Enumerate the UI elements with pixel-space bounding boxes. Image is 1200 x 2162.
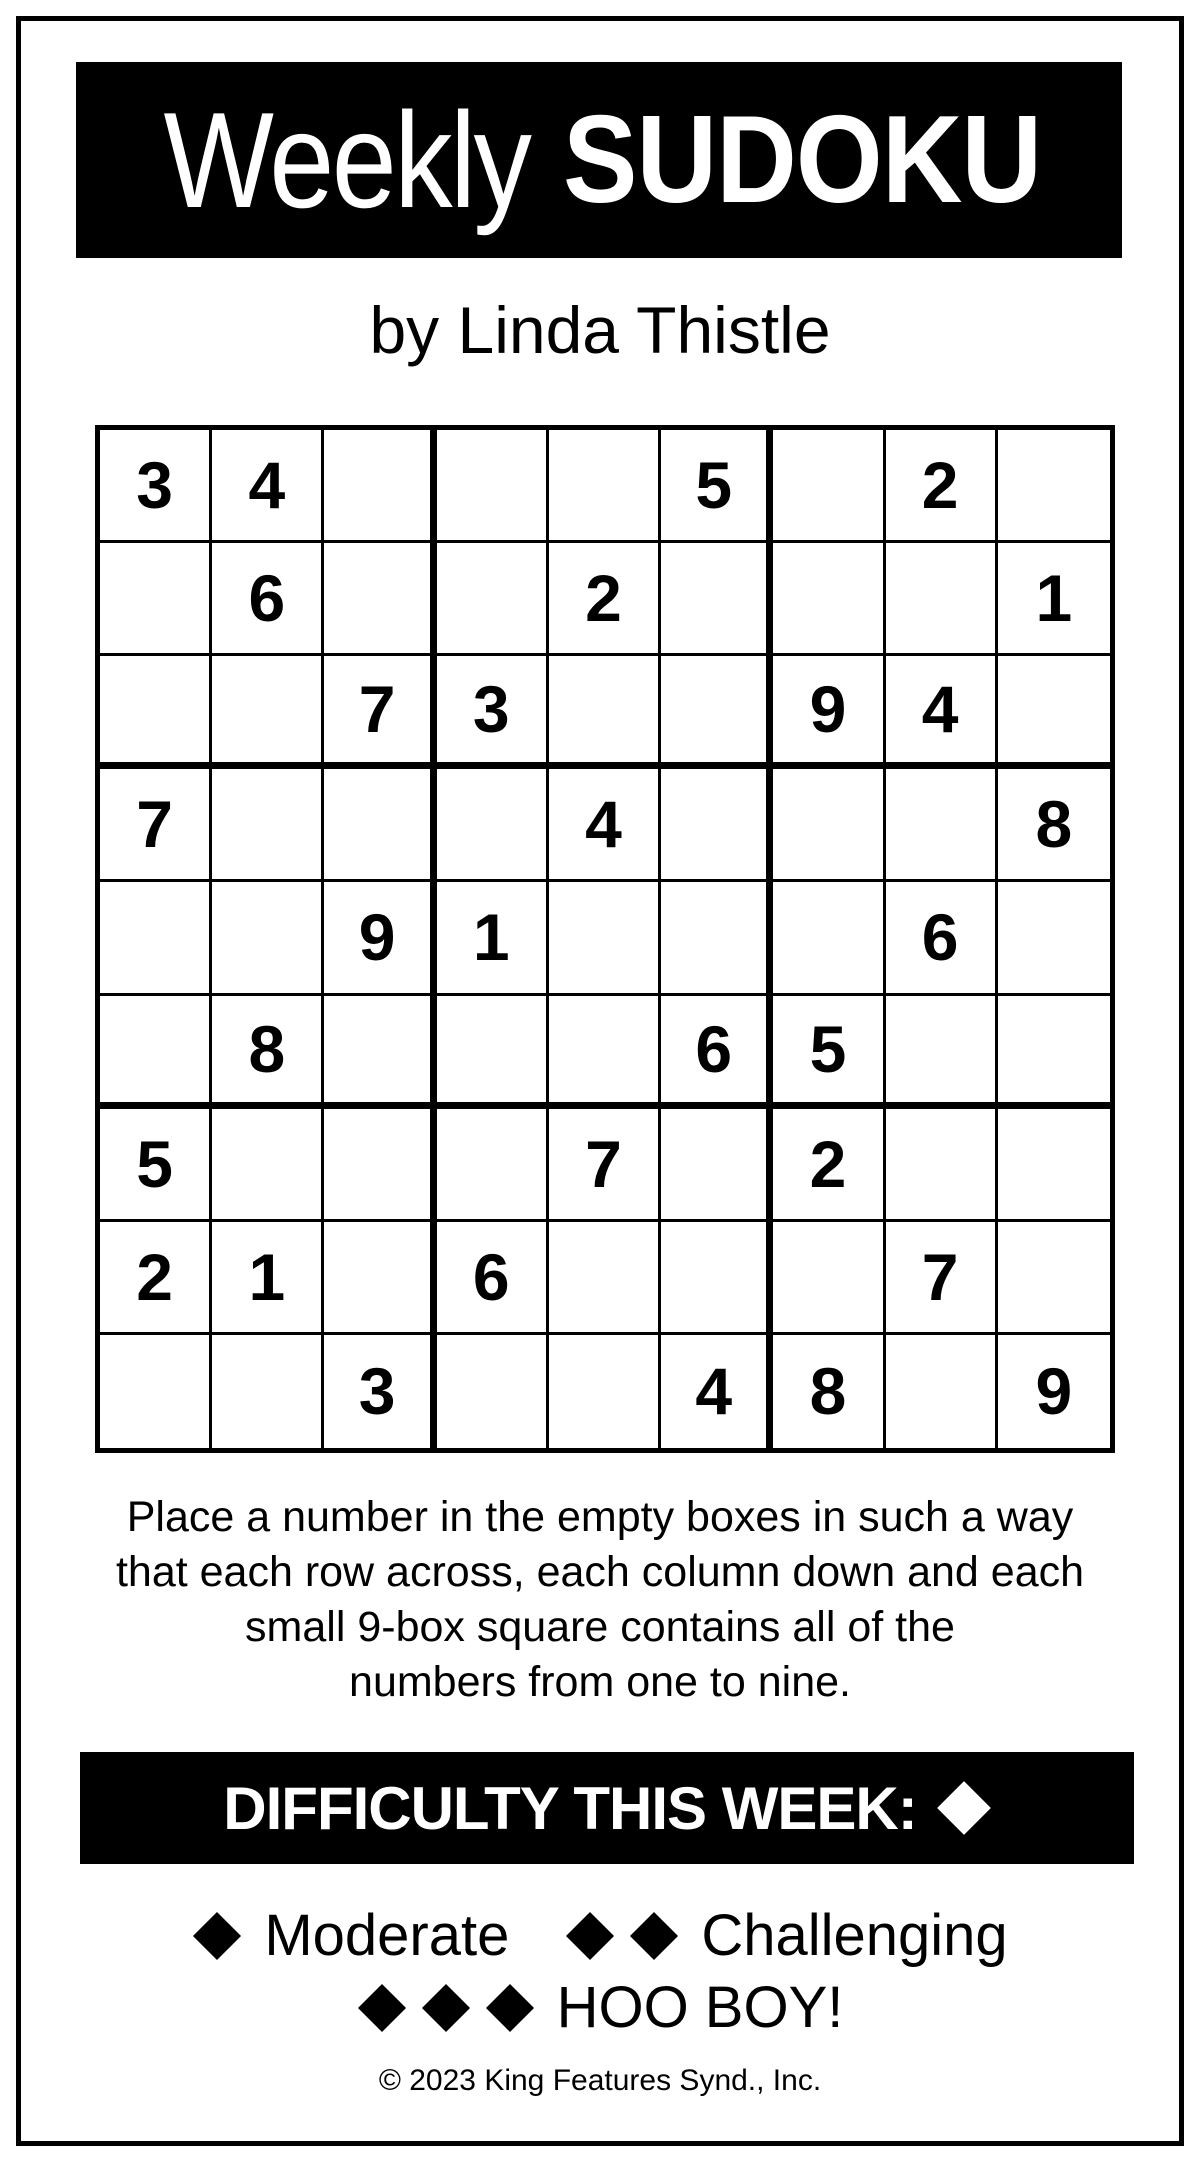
diamond-icon <box>486 1984 534 2032</box>
sudoku-cell: 7 <box>886 1222 998 1335</box>
sudoku-cell[interactable] <box>661 656 773 769</box>
sudoku-cell[interactable] <box>437 1109 549 1222</box>
sudoku-cell[interactable] <box>437 769 549 882</box>
sudoku-cell[interactable] <box>661 1222 773 1335</box>
sudoku-cell[interactable] <box>100 882 212 995</box>
title-sudoku: SUDOKU <box>563 91 1042 229</box>
sudoku-cell[interactable] <box>886 996 998 1109</box>
sudoku-cell: 5 <box>661 430 773 543</box>
instructions-line: small 9-box square contains all of the <box>245 1603 955 1651</box>
diamond-icon <box>193 1912 241 1960</box>
sudoku-cell: 4 <box>549 769 661 882</box>
sudoku-cell[interactable] <box>886 769 998 882</box>
sudoku-cell[interactable] <box>886 1109 998 1222</box>
sudoku-cell[interactable] <box>100 656 212 769</box>
sudoku-cell[interactable] <box>324 1222 436 1335</box>
sudoku-cell[interactable] <box>212 1109 324 1222</box>
sudoku-cell: 1 <box>437 882 549 995</box>
sudoku-cell[interactable] <box>324 430 436 543</box>
sudoku-cell[interactable] <box>549 1335 661 1448</box>
sudoku-cell[interactable] <box>212 1335 324 1448</box>
sudoku-cell: 1 <box>212 1222 324 1335</box>
legend-moderate <box>192 1900 509 1972</box>
sudoku-cell[interactable] <box>773 430 885 543</box>
sudoku-cell[interactable] <box>661 1109 773 1222</box>
sudoku-cell[interactable] <box>100 1335 212 1448</box>
legend-label: Moderate <box>264 1903 510 1968</box>
title-weekly: Weekly <box>163 84 530 236</box>
byline: by Linda Thistle <box>369 293 831 367</box>
sudoku-grid <box>95 425 1115 1453</box>
sudoku-cell: 3 <box>100 430 212 543</box>
copyright: © 2023 King Features Synd., Inc. <box>378 2064 822 2097</box>
difficulty-banner <box>80 1752 1134 1864</box>
sudoku-cell: 2 <box>886 430 998 543</box>
sudoku-cell: 9 <box>773 656 885 769</box>
sudoku-cell[interactable] <box>998 656 1110 769</box>
sudoku-cell[interactable] <box>998 430 1110 543</box>
sudoku-cell[interactable] <box>212 882 324 995</box>
sudoku-cell: 6 <box>886 882 998 995</box>
sudoku-cell: 5 <box>773 996 885 1109</box>
sudoku-cell[interactable] <box>549 656 661 769</box>
difficulty-label: DIFFICULTY THIS WEEK: <box>223 1774 917 1842</box>
sudoku-cell[interactable] <box>437 430 549 543</box>
sudoku-cell[interactable] <box>100 996 212 1109</box>
sudoku-cell[interactable] <box>998 882 1110 995</box>
sudoku-cell[interactable] <box>100 543 212 656</box>
sudoku-cell[interactable] <box>212 769 324 882</box>
sudoku-cell[interactable] <box>773 769 885 882</box>
sudoku-cell[interactable] <box>886 543 998 656</box>
sudoku-cell: 8 <box>212 996 324 1109</box>
sudoku-cell[interactable] <box>549 882 661 995</box>
diamond-icon <box>566 1912 614 1960</box>
sudoku-cell: 6 <box>212 543 324 656</box>
sudoku-cell: 7 <box>100 769 212 882</box>
sudoku-cell[interactable] <box>437 543 549 656</box>
sudoku-cell[interactable] <box>998 1222 1110 1335</box>
instructions-line: numbers from one to nine. <box>349 1658 851 1706</box>
legend-label: Challenging <box>701 1903 1008 1968</box>
sudoku-cell[interactable] <box>437 1335 549 1448</box>
sudoku-cell[interactable] <box>324 543 436 656</box>
sudoku-cell: 8 <box>773 1335 885 1448</box>
sudoku-cell[interactable] <box>324 1109 436 1222</box>
sudoku-cell[interactable] <box>773 1222 885 1335</box>
instructions-line: Place a number in the empty boxes in such a way <box>126 1493 1074 1541</box>
sudoku-cell[interactable] <box>661 769 773 882</box>
sudoku-cell: 8 <box>998 769 1110 882</box>
sudoku-cell: 7 <box>324 656 436 769</box>
sudoku-cell: 3 <box>324 1335 436 1448</box>
sudoku-cell: 1 <box>998 543 1110 656</box>
sudoku-cell[interactable] <box>324 996 436 1109</box>
sudoku-cell[interactable] <box>886 1335 998 1448</box>
sudoku-cell: 5 <box>100 1109 212 1222</box>
sudoku-cell[interactable] <box>212 656 324 769</box>
instructions-line: that each row across, each column down and each <box>115 1548 1085 1596</box>
sudoku-cell[interactable] <box>437 996 549 1109</box>
sudoku-cell: 3 <box>437 656 549 769</box>
sudoku-cell[interactable] <box>998 996 1110 1109</box>
sudoku-cell[interactable] <box>773 882 885 995</box>
sudoku-cell: 2 <box>773 1109 885 1222</box>
sudoku-cell: 4 <box>661 1335 773 1448</box>
sudoku-cell[interactable] <box>661 882 773 995</box>
diamond-icon <box>358 1984 406 2032</box>
sudoku-cell: 2 <box>100 1222 212 1335</box>
sudoku-cell: 6 <box>661 996 773 1109</box>
sudoku-cell[interactable] <box>324 769 436 882</box>
sudoku-cell[interactable] <box>773 543 885 656</box>
sudoku-cell: 9 <box>1035 1354 1073 1429</box>
sudoku-cell: 4 <box>212 430 324 543</box>
sudoku-cell: 2 <box>549 543 661 656</box>
sudoku-cell[interactable] <box>549 1222 661 1335</box>
instructions <box>60 1490 1140 1710</box>
sudoku-cell: 6 <box>437 1222 549 1335</box>
legend-challenging <box>565 1900 1007 1972</box>
sudoku-cell[interactable] <box>549 996 661 1109</box>
diamond-icon <box>630 1912 678 1960</box>
legend-label: HOO BOY! <box>556 1975 844 2040</box>
difficulty-legend <box>0 1900 1200 2044</box>
sudoku-cell: 7 <box>549 1109 661 1222</box>
diamond-icon <box>937 1781 991 1835</box>
sudoku-cell: 9 <box>324 882 436 995</box>
sudoku-cell[interactable] <box>549 430 661 543</box>
sudoku-cell[interactable] <box>661 543 773 656</box>
title-banner <box>76 62 1122 258</box>
diamond-icon <box>422 1984 470 2032</box>
sudoku-cell[interactable] <box>998 1109 1110 1222</box>
legend-hoo-boy <box>357 1972 844 2044</box>
sudoku-cell: 4 <box>886 656 998 769</box>
